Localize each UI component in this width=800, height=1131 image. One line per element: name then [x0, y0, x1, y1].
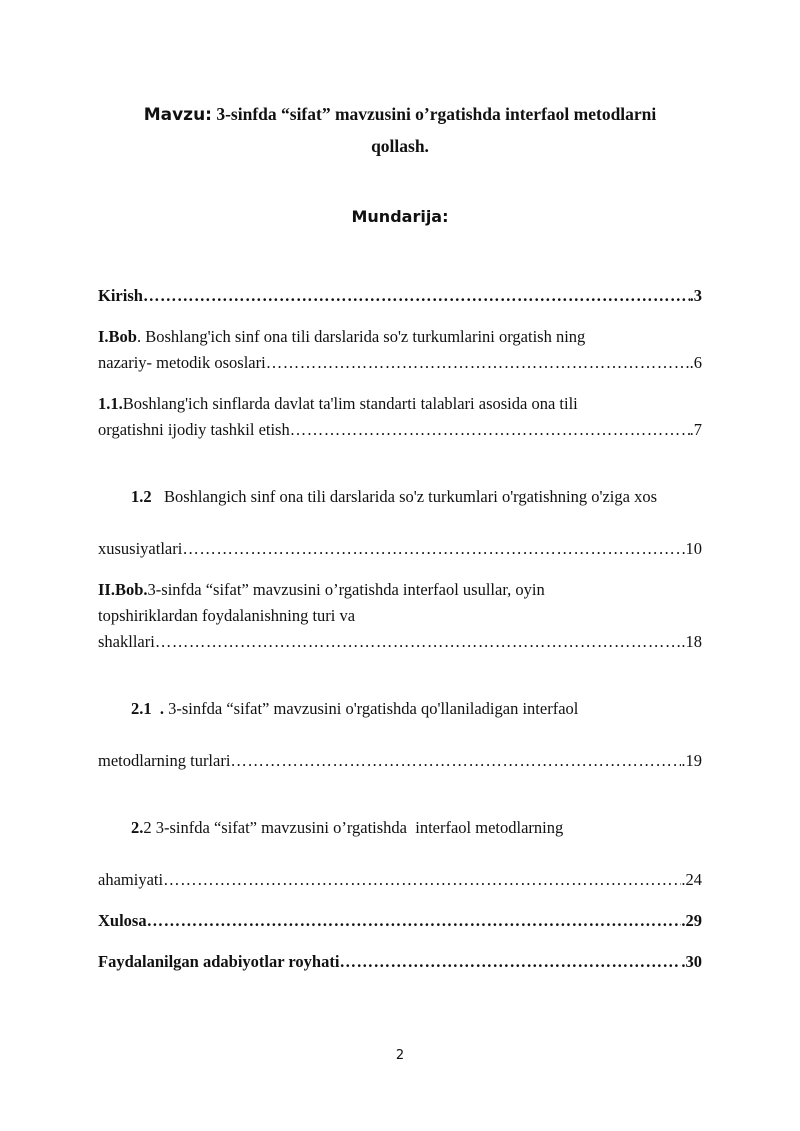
toc-entry-prefix: II.Bob.	[98, 580, 148, 599]
toc-entry-text: 2 3-sinfda “sifat” mavzusini o’rgatishda interfaol metodlarning	[143, 818, 564, 837]
toc-entry-text: 3-sinfda “sifat” mavzusini o’rgatishda interfaol usullar, oyin	[147, 580, 545, 599]
toc-leader-dots	[147, 908, 682, 934]
toc-entry-2-1	[98, 670, 702, 774]
topic-lead: Mavzu:	[143, 105, 212, 125]
toc-leader-dots	[230, 748, 681, 774]
toc-entry-page: .24	[681, 870, 702, 889]
topic-heading	[98, 99, 702, 162]
toc-leader-dots	[182, 536, 685, 562]
toc-leader-dots	[155, 629, 682, 655]
toc-entry-page: .3	[689, 286, 702, 305]
toc-entry-text: . Boshlang'ich sinf ona tili darslarida so'z turkumlarini orgatish ning	[136, 327, 586, 346]
toc-entry-page: .29	[681, 911, 702, 930]
toc-entry-page: .6	[689, 353, 702, 372]
toc-entry-page: .30	[681, 952, 702, 971]
toc-entry-prefix: 2.1 .	[131, 699, 164, 718]
toc-entry-text: Boshlangich sinf ona tili darslarida so'z turkumlari o'rgatishning o'ziga xos	[151, 487, 657, 506]
toc-entry-i-bob	[98, 324, 702, 376]
page-number: 2	[395, 1048, 405, 1063]
toc-entry-label: Xulosa	[98, 911, 147, 930]
toc-leader-dots	[339, 949, 681, 975]
toc-entry-ii-bob	[98, 577, 702, 655]
toc-entry-label: shakllari	[98, 632, 155, 651]
table-of-contents	[98, 283, 702, 990]
toc-entry-label: orgatishni ijodiy tashkil etish	[98, 420, 290, 439]
toc-leader-dots	[290, 417, 690, 443]
toc-entry-prefix: 1.2	[131, 487, 152, 506]
toc-title: Mundarija:	[351, 207, 449, 226]
toc-entry-xulosa	[98, 908, 702, 934]
topic-line-1: 3-sinfda “sifat” mavzusini o’rgatishda interfaol metodlarni	[216, 104, 657, 124]
toc-entry-2-2	[98, 789, 702, 893]
toc-entry-adabiyotlar	[98, 949, 702, 975]
toc-entry-page: .19	[681, 751, 702, 770]
toc-leader-dots	[266, 350, 690, 376]
topic-line-2: qollash.	[371, 136, 429, 156]
toc-entry-1-1	[98, 391, 702, 443]
toc-entry-label: ahamiyati	[98, 870, 164, 889]
toc-entry-label: xususiyatlari	[98, 539, 183, 558]
toc-entry-prefix: I.Bob	[98, 327, 137, 346]
toc-entry-prefix: 1.1.	[98, 394, 123, 413]
toc-entry-page: .18	[681, 632, 702, 651]
toc-entry-text: Boshlang'ich sinflarda davlat ta'lim standarti talablari asosida ona tili	[122, 394, 578, 413]
toc-leader-dots	[143, 283, 690, 309]
toc-entry-label: Kirish	[98, 286, 143, 305]
toc-entry-1-2	[98, 458, 702, 562]
toc-entry-label: nazariy- metodik ososlari	[98, 353, 266, 372]
toc-entry-label: Faydalanilgan adabiyotlar royhati	[98, 952, 340, 971]
toc-entry-page: .7	[689, 420, 702, 439]
toc-entry-kirish	[98, 283, 702, 309]
toc-entry-page: 10	[685, 539, 702, 558]
toc-entry-text-continued: topshiriklardan foydalanishning turi va	[98, 606, 356, 625]
toc-entry-label: metodlarning turlari	[98, 751, 231, 770]
toc-entry-prefix: 2.	[131, 818, 144, 837]
toc-leader-dots	[163, 867, 681, 893]
toc-entry-text: 3-sinfda “sifat” mavzusini o'rgatishda qo'llaniladigan interfaol	[164, 699, 579, 718]
